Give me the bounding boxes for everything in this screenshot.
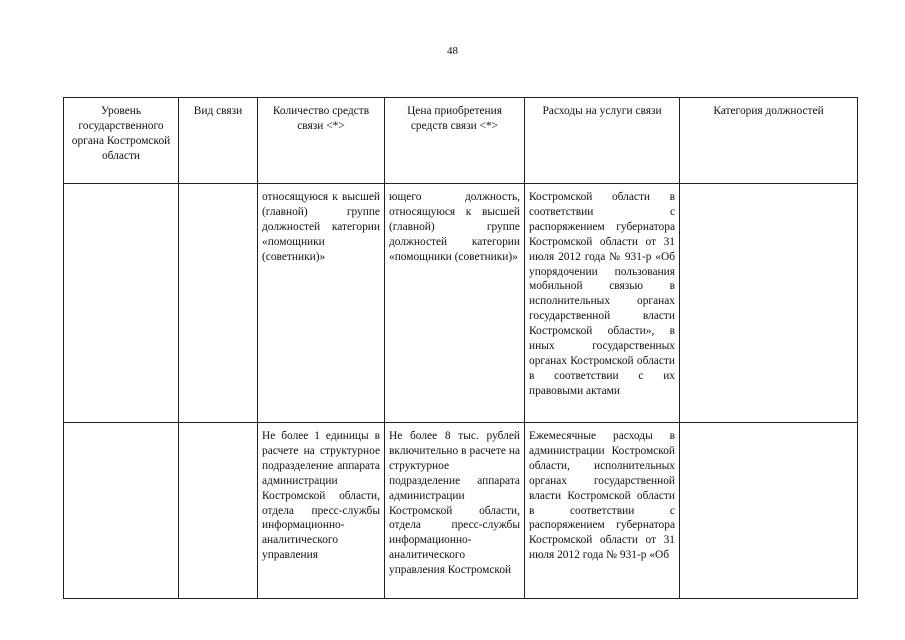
cell-quantity: относящуюся к высшей (главной) группе должностей категории «помощники (советники)» [258, 184, 385, 423]
cell-price: Не более 8 тыс. рублей включительно в расчете на структурное подразделение аппарата администрации Костромской области, отдела пресс-службы информационно-аналитического управления Костромской [385, 423, 525, 599]
cell-quantity: Не более 1 единицы в расчете на структурное подразделение аппарата администрации Костромской области, отдела пресс-службы информационно-аналитического управления [258, 423, 385, 599]
cell-expenses: Ежемесячные расходы в администрации Костромской области, исполнительных органах государственной власти Костромской области в соответствии с распоряжением губернатора Костромской области от 31 июля 2012 года № 931-р «Об [525, 423, 680, 599]
cell-price: ющего должность, относящуюся к высшей (главной) группе должностей категории «помощники (советники)» [385, 184, 525, 423]
communication-means-table [63, 97, 858, 599]
header-expenses: Расходы на услуги связи [525, 98, 680, 184]
page-number: 48 [447, 45, 458, 57]
cell-category [680, 184, 858, 423]
cell-level [64, 184, 179, 423]
header-category: Категория должностей [680, 98, 858, 184]
table-row [64, 184, 858, 423]
table-header-row [64, 98, 858, 184]
header-price: Цена приобретения средств связи <*> [385, 98, 525, 184]
cell-expenses: Костромской области в соответствии с распоряжением губернатора Костромской области от 31 июля 2012 года № 931-р «Об упорядочении пользования мобильной связью в исполнительных органах государственной власти Костромской области», в иных государственных органах Костромской области в соответствии с их правовыми актами [525, 184, 680, 423]
cell-category [680, 423, 858, 599]
table-row [64, 423, 858, 599]
cell-type [179, 184, 258, 423]
cell-type [179, 423, 258, 599]
cell-level [64, 423, 179, 599]
header-level: Уровень государственного органа Костромской области [64, 98, 179, 184]
header-quantity: Количество средств связи <*> [258, 98, 385, 184]
header-type: Вид связи [179, 98, 258, 184]
